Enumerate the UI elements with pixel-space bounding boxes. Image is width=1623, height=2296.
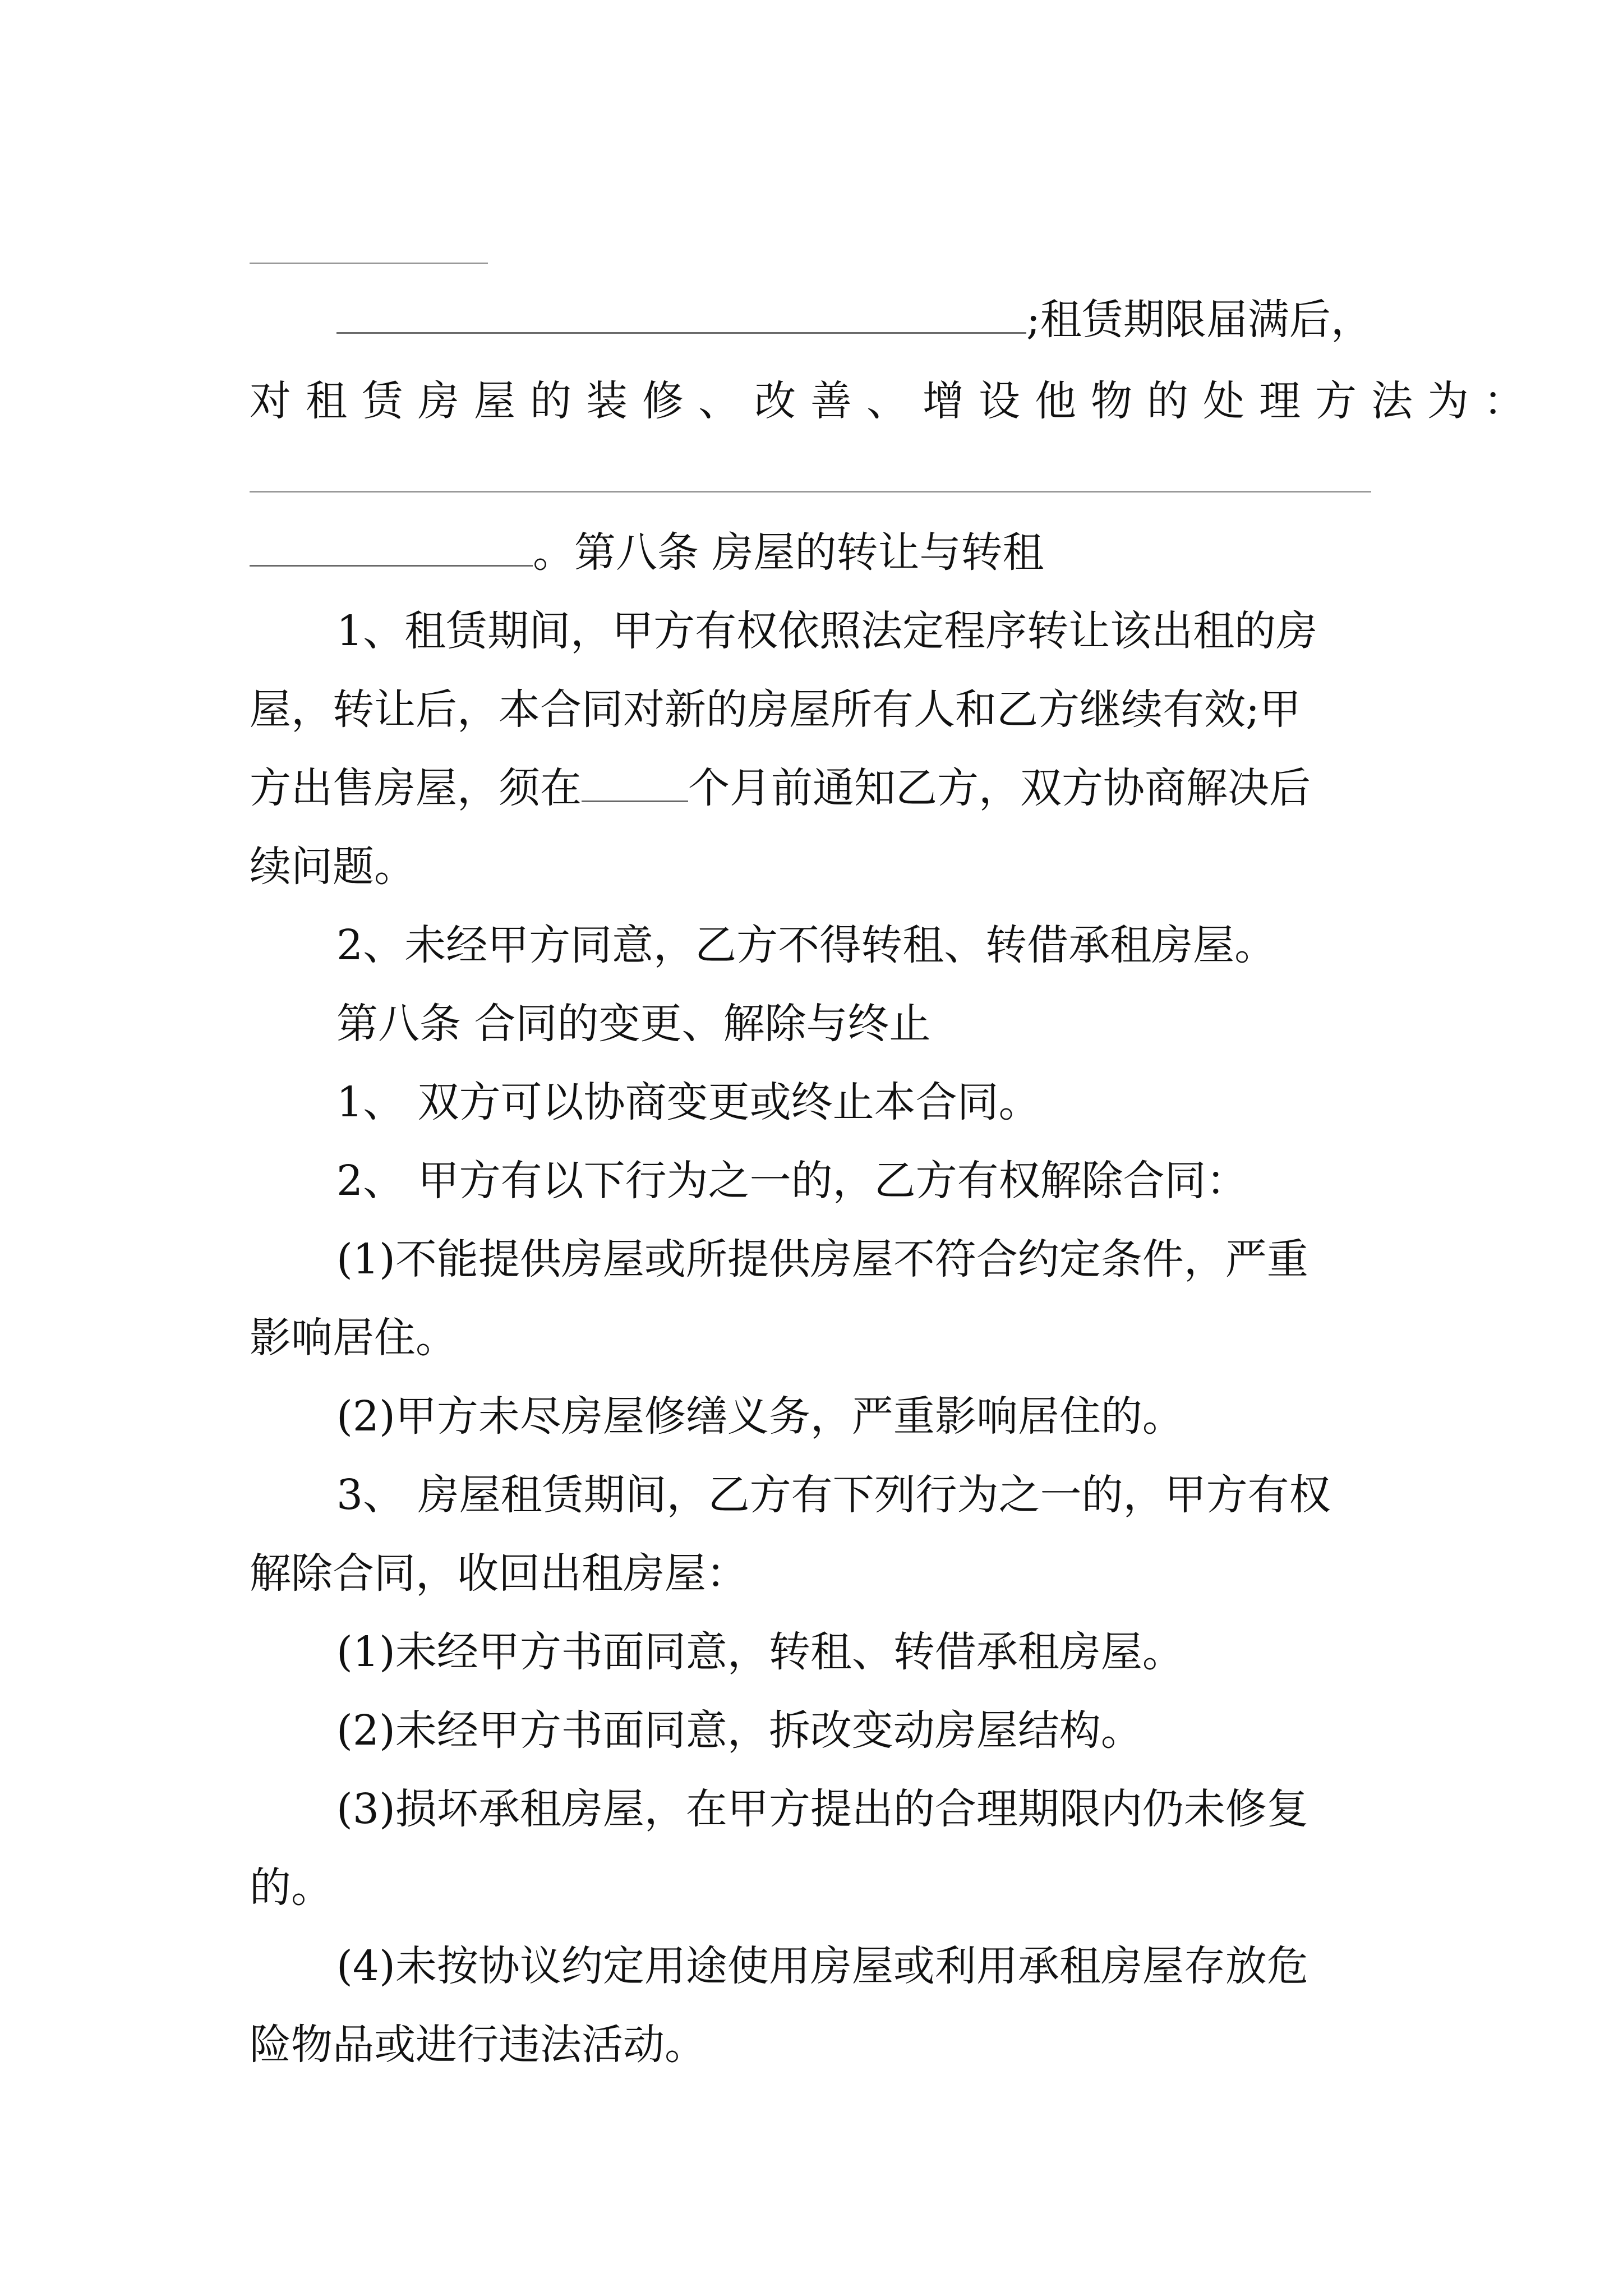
text-line [250,373,1539,429]
text-line [336,1624,1184,1680]
line-text: 方出售房屋，须在 [250,764,582,812]
line-text: 第八条 合同的变更、解除与终止 [336,1000,931,1048]
line-text: (2)甲方未尽房屋修缮义务，严重影响居住的。 [336,1392,1184,1441]
text-line [250,682,1301,738]
line-text: 2、未经甲方同意，乙方不得转租、转借承租房屋。 [336,921,1276,969]
line-text: (1)不能提供房屋或所提供房屋不符合约定条件，严重 [336,1235,1308,1283]
text-line [250,2017,706,2073]
text-line [336,1781,1308,1837]
fill-in-blank-line [250,491,1371,493]
text-line [250,839,416,895]
text-line [250,1545,748,1602]
text-line [250,1310,457,1366]
fill-in-blank [582,766,688,802]
text-line [336,1074,1040,1130]
text-line [336,292,1372,348]
section-heading [336,996,931,1052]
text-line [336,1703,1142,1759]
text-line [250,760,1311,816]
text-line [336,1938,1308,1994]
line-text: (1)未经甲方书面同意，转租、转借承租房屋。 [336,1628,1184,1676]
text-line [250,524,1044,581]
text-line [336,1388,1184,1444]
line-text: 对租赁房屋的装修、改善、增设他物的处理方法为： [250,377,1539,425]
line-text: 解除合同，收回出租房屋： [250,1549,748,1598]
fill-in-blank-line [250,263,488,264]
line-text: 。第八条 房屋的转让与转租 [533,528,1044,577]
line-text: 的。 [250,1864,333,1912]
line-text: (2)未经甲方书面同意，拆改变动房屋结构。 [336,1706,1142,1755]
fill-in-blank [336,297,1026,334]
text-line [336,1231,1308,1287]
line-text: 屋，转让后，本合同对新的房屋所有人和乙方继续有效;甲 [250,685,1301,734]
line-text: 1、 双方可以协商变更或终止本合同。 [336,1078,1040,1126]
line-text: 影响居住。 [250,1314,457,1362]
line-text: 险物品或进行违法活动。 [250,2021,706,2069]
text-line [336,1467,1331,1523]
line-text: 1、租赁期间，甲方有权依照法定程序转让该出租的房 [336,607,1318,655]
line-text: ;租赁期限届满后， [1026,296,1372,344]
line-text: 3、 房屋租赁期间，乙方有下列行为之一的，甲方有权 [336,1471,1331,1519]
line-text: 2、 甲方有以下行为之一的，乙方有权解除合同： [336,1157,1248,1205]
line-text: (4)未按协议约定用途使用房屋或利用承租房屋存放危 [336,1942,1308,1990]
text-line [250,1860,333,1916]
line-text: (3)损坏承租房屋，在甲方提出的合理期限内仍未修复 [336,1785,1308,1833]
text-line [336,1153,1248,1209]
line-text: 个月前通知乙方，双方协商解决后 [688,764,1311,812]
fill-in-blank [250,530,533,567]
text-line [336,603,1317,659]
text-line [336,917,1276,973]
line-text: 续问题。 [250,843,416,891]
